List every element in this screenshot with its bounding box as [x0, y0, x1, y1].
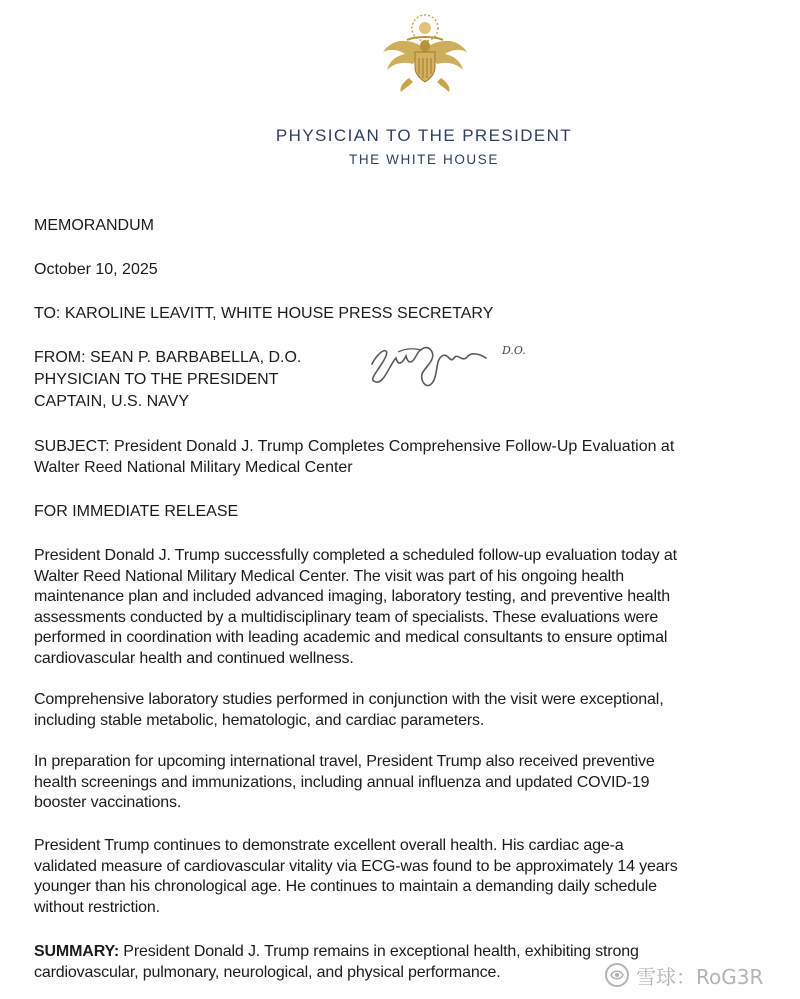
text-line: younger than his chronological age. He continues to maintain a demanding daily schedule: [34, 878, 657, 895]
summary-text: President Donald J. Trump remains in exceptional health, exhibiting strong: [119, 943, 639, 960]
text-line: President Trump continues to demonstrate excellent overall health. His cardiac age-a: [34, 837, 624, 854]
presidential-seal-icon: [379, 8, 471, 96]
text-line: without restriction.: [34, 898, 160, 916]
text-line: cardiovascular health and continued wellness.: [34, 649, 354, 667]
memo-type: MEMORANDUM: [34, 217, 154, 234]
memo-subject: SUBJECT: President Donald J. Trump Completes Comprehensive Follow-Up Evaluation at: [34, 438, 675, 455]
body-paragraph-2: [34, 690, 774, 731]
watermark: [604, 960, 794, 990]
memo-subject-cont: Walter Reed National Military Medical Center: [34, 459, 353, 476]
text-line: booster vaccinations.: [34, 794, 182, 811]
summary-label: SUMMARY:: [34, 943, 120, 960]
memo-date: October 10, 2025: [34, 261, 158, 278]
text-line: validated measure of cardiovascular vitality via ECG-was found to be approximately 14 years: [34, 857, 678, 875]
text-line: including stable metabolic, hematologic, and cardiac parameters.: [34, 711, 485, 729]
text-line: assessments conducted by a multidisciplinary team of specialists. These evaluations were: [34, 608, 659, 626]
text-line: performed in coordination with leading academic and medical consultants to ensure optimal: [34, 629, 668, 646]
text-line: In preparation for upcoming international travel, President Trump also received preventive: [34, 753, 655, 770]
body-paragraph-4: [34, 836, 774, 918]
text-line: President Donald J. Trump successfully completed a scheduled follow-up evaluation today at: [34, 547, 677, 564]
text-line: Walter Reed National Military Medical Center. The visit was part of his ongoing health: [34, 567, 625, 585]
snowball-logo-icon: [604, 962, 630, 988]
memo-to: TO: KAROLINE LEAVITT, WHITE HOUSE PRESS SECRETARY: [34, 305, 494, 322]
release-label: FOR IMMEDIATE RELEASE: [34, 503, 239, 520]
memo-from: FROM: SEAN P. BARBABELLA, D.O.: [34, 349, 302, 366]
memo-from-rank: CAPTAIN, U.S. NAVY: [34, 393, 189, 410]
handwritten-signature: [362, 334, 542, 394]
watermark-text: 雪球：RoG3R: [636, 964, 764, 989]
text-line: maintenance plan and included advanced imaging, laboratory testing, and preventive health: [34, 588, 670, 605]
letterhead-subtitle: THE WHITE HOUSE: [348, 152, 499, 167]
text-line: Comprehensive laboratory studies performed in conjunction with the visit were exceptional,: [34, 691, 664, 708]
body-paragraph-3: [34, 752, 774, 814]
body-paragraph-1: [34, 546, 774, 669]
letterhead-title: PHYSICIAN TO THE PRESIDENT: [275, 126, 573, 145]
summary-line: cardiovascular, pulmonary, neurological, and physical performance.: [34, 963, 501, 981]
text-line: health screenings and immunizations, including annual influenza and updated COVID-19: [34, 773, 650, 791]
memo-from-title: PHYSICIAN TO THE PRESIDENT: [34, 371, 279, 388]
svg-text:D.O.: D.O.: [502, 344, 526, 357]
